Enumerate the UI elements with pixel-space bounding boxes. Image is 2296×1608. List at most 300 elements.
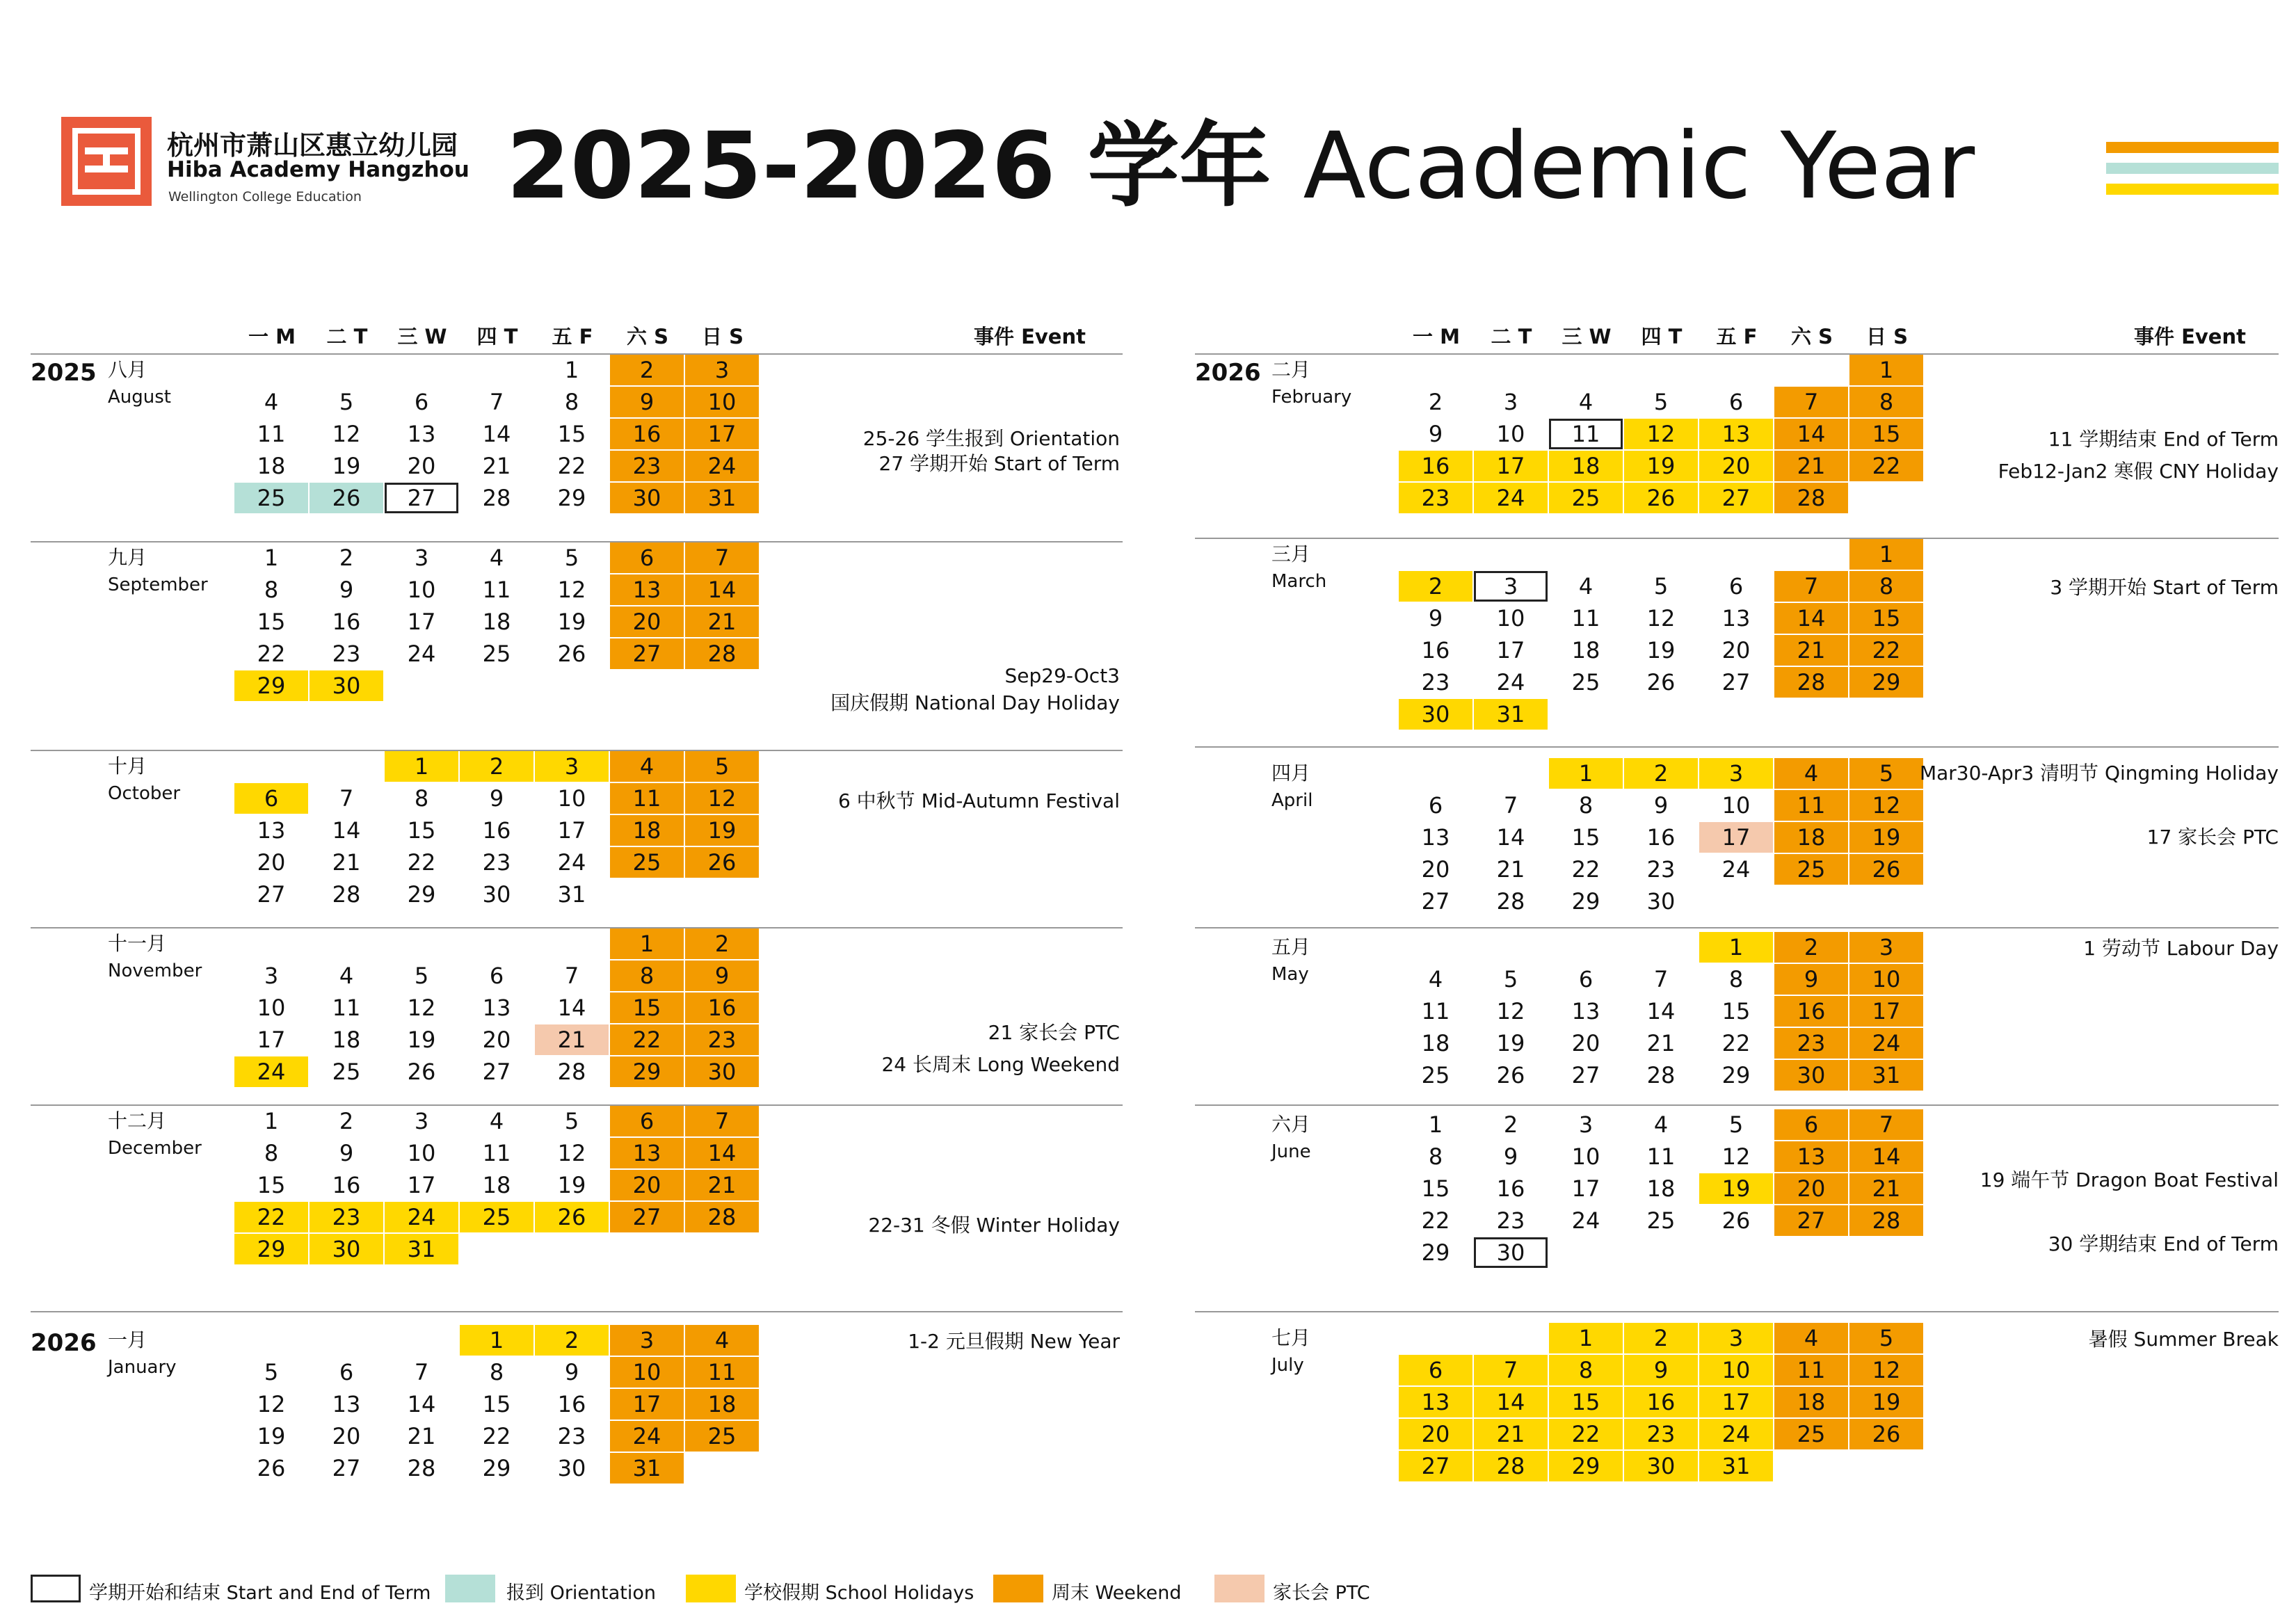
calendar-day: 12 [1646,605,1676,632]
calendar-day: 2 [1624,758,1698,789]
calendar-day: 20 [610,1170,684,1200]
calendar-day: 15 [257,1172,286,1198]
calendar-day: 10 [685,387,759,417]
calendar-day: 4 [489,1108,504,1134]
calendar-day: 13 [1571,998,1600,1024]
calendar-day: 10 [1849,964,1923,995]
calendar-day: 6 [234,783,308,814]
calendar-day: 24 [385,1202,458,1232]
calendar-day: 18 [610,815,684,846]
calendar-day: 28 [685,1202,759,1232]
stripe-yellow [2106,184,2279,195]
calendar-day: 28 [1646,1062,1676,1088]
calendar-day: 14 [407,1391,436,1417]
calendar-day: 23 [1774,1028,1848,1059]
calendar-day: 23 [1624,1419,1698,1449]
event-text: 17 家长会 PTC [2146,826,2279,849]
calendar-day: 22 [1571,856,1600,883]
month-name-en: December [108,1138,202,1159]
calendar-day: 18 [1571,637,1600,664]
calendar-day: 31 [1699,1451,1773,1481]
calendar-day: 13 [1699,419,1773,449]
calendar-day: 20 [482,1027,511,1053]
calendar-day: 25 [1571,669,1600,696]
calendar-day: 23 [557,1423,586,1449]
month-name-en: September [108,574,208,595]
calendar-day: 20 [1399,1419,1472,1449]
calendar-day: 28 [1849,1205,1923,1236]
calendar-day: 6 [339,1359,354,1385]
calendar-day: 1 [564,357,579,383]
calendar-day: 13 [610,1138,684,1168]
calendar-day: 25 [1549,483,1623,513]
calendar-day: 12 [1849,790,1923,821]
calendar-day: 22 [1849,451,1923,481]
calendar-day: 28 [1496,888,1525,915]
calendar-day: 27 [610,1202,684,1232]
calendar-day: 5 [1503,966,1518,992]
calendar-day: 15 [1571,824,1600,851]
calendar-day: 21 [685,606,759,637]
calendar-day: 18 [1774,822,1848,853]
calendar-day: 30 [610,483,684,513]
calendar-day: 21 [332,849,361,876]
calendar-day: 26 [257,1455,286,1481]
month-divider [1195,353,2279,355]
calendar-day: 22 [610,1024,684,1055]
calendar-day: 22 [557,453,586,479]
calendar-day: 1 [460,1325,533,1356]
calendar-day: 29 [234,1234,308,1264]
calendar-day: 12 [407,995,436,1021]
calendar-day: 19 [685,815,759,846]
legend-label-wkd: 周末 Weekend [1052,1582,1182,1604]
calendar-day: 9 [1428,605,1443,632]
calendar-day: 1 [385,751,458,782]
weekday-header: 日 S [1866,325,1908,348]
calendar-day: 17 [407,1172,436,1198]
calendar-day: 10 [557,785,586,812]
month-name-cn: 十月 [108,755,147,778]
calendar-day: 23 [332,641,361,667]
calendar-day: 28 [685,638,759,669]
calendar-day: 9 [1428,421,1443,447]
calendar-day: 11 [1421,998,1450,1024]
calendar-day: 15 [1549,1387,1623,1417]
calendar-day: 5 [339,389,354,415]
calendar-day: 29 [1421,1239,1450,1266]
calendar-day: 25 [234,483,308,513]
calendar-day: 6 [414,389,429,415]
calendar-day: 18 [332,1027,361,1053]
calendar-day: 30 [310,1234,383,1264]
calendar-day: 21 [1774,451,1848,481]
calendar-day: 17 [1849,996,1923,1027]
calendar-day: 23 [610,451,684,481]
calendar-day: 28 [1774,667,1848,698]
calendar-day: 2 [1428,389,1443,415]
weekday-header: 六 S [627,325,668,348]
calendar-day: 19 [257,1423,286,1449]
calendar-day: 16 [1421,637,1450,664]
calendar-day: 24 [1699,1419,1773,1449]
calendar-day: 13 [1421,824,1450,851]
calendar-day: 9 [1774,964,1848,995]
calendar-day: 8 [1549,1355,1623,1385]
event-text: 国庆假期 National Day Holiday [830,691,1120,714]
calendar-day: 15 [482,1391,511,1417]
calendar-day: 18 [482,1172,511,1198]
calendar-day: 7 [1774,387,1848,417]
calendar-day: 1 [1849,355,1923,385]
calendar-day: 22 [234,1202,308,1232]
weekday-header: 五 F [552,325,593,348]
calendar-day: 6 [1428,792,1443,819]
calendar-day: 16 [1646,824,1676,851]
calendar-day: 22 [1849,635,1923,666]
calendar-day: 8 [414,785,429,812]
calendar-day: 4 [1578,573,1593,600]
calendar-day: 29 [1549,1451,1623,1481]
calendar-day: 4 [1653,1111,1669,1138]
calendar-day: 27 [1421,888,1450,915]
calendar-day: 13 [482,995,511,1021]
calendar-day: 10 [1496,605,1525,632]
calendar-day: 20 [407,453,436,479]
calendar-day: 10 [257,995,286,1021]
calendar-day: 17 [1571,1175,1600,1202]
calendar-day: 16 [1496,1175,1525,1202]
calendar-day: 29 [557,485,586,511]
calendar-day: 2 [685,928,759,959]
calendar-day: 24 [1571,1207,1600,1234]
calendar-day: 19 [1849,822,1923,853]
calendar-day: 21 [535,1024,609,1055]
event-text: 暑假 Summer Break [2088,1328,2279,1351]
calendar-day: 2 [1399,571,1472,602]
calendar-day: 12 [1496,998,1525,1024]
calendar-day: 27 [1721,669,1751,696]
calendar-day: 3 [1699,1323,1773,1353]
calendar-day: 9 [1503,1143,1518,1170]
calendar-day: 8 [264,1140,279,1166]
legend-swatch-hol [686,1575,736,1602]
calendar-day: 27 [257,881,286,908]
calendar-day: 26 [1849,1419,1923,1449]
calendar-day: 3 [414,1108,429,1134]
calendar-day: 24 [610,1421,684,1452]
calendar-day: 8 [1849,571,1923,602]
month-name-en: October [108,783,181,804]
calendar-day: 5 [264,1359,279,1385]
calendar-day: 31 [1474,699,1548,730]
calendar-day: 2 [460,751,533,782]
calendar-day: 30 [685,1056,759,1087]
calendar-day: 29 [610,1056,684,1087]
calendar-day: 5 [685,751,759,782]
calendar-day: 11 [1774,1355,1848,1385]
calendar-day: 24 [557,849,586,876]
calendar-day: 15 [557,421,586,447]
calendar-day: 2 [339,545,354,571]
calendar-day: 24 [1496,669,1525,696]
calendar-day: 24 [234,1056,308,1087]
legend-swatch-ptc [1214,1575,1265,1602]
calendar-day: 3 [1503,389,1518,415]
calendar-day: 7 [1849,1109,1923,1140]
calendar-day: 4 [610,751,684,782]
calendar-day: 20 [1774,1173,1848,1204]
calendar-day: 3 [535,751,609,782]
calendar-day: 6 [489,963,504,989]
calendar-day: 10 [1496,421,1525,447]
calendar-day: 26 [1646,669,1676,696]
month-name-cn: 四月 [1271,762,1311,785]
calendar-day: 13 [1399,1387,1472,1417]
calendar-day: 19 [1699,1173,1773,1204]
calendar-day: 14 [1496,824,1525,851]
calendar-day: 18 [1549,451,1623,481]
calendar-day: 29 [234,670,308,701]
event-text: 21 家长会 PTC [988,1021,1120,1044]
calendar-day: 5 [1849,1323,1923,1353]
calendar-day: 7 [414,1359,429,1385]
calendar-day: 14 [1774,603,1848,634]
month-name-en: February [1271,387,1352,408]
calendar-day: 13 [407,421,436,447]
calendar-day: 12 [1849,1355,1923,1385]
calendar-day: 30 [1474,1237,1548,1268]
month-name-en: August [108,387,171,408]
calendar-day: 21 [1849,1173,1923,1204]
month-divider [1195,538,2279,539]
legend-label-ori: 报到 Orientation [506,1582,657,1604]
event-text: 22-31 冬假 Winter Holiday [868,1214,1120,1237]
calendar-day: 14 [332,817,361,844]
calendar-day: 10 [1571,1143,1600,1170]
calendar-day: 9 [564,1359,579,1385]
calendar-day: 18 [1646,1175,1676,1202]
stripe-mint [2106,163,2279,174]
calendar-day: 25 [460,1202,533,1232]
calendar-day: 1 [610,928,684,959]
calendar-day: 1 [264,545,279,571]
legend-swatch-wkd [993,1575,1043,1602]
calendar-day: 13 [332,1391,361,1417]
weekday-header: 三 W [1562,325,1612,348]
calendar-day: 15 [257,609,286,635]
legend-swatch-ori [445,1575,495,1602]
calendar-day: 20 [1721,637,1751,664]
calendar-day: 25 [332,1059,361,1085]
calendar-day: 3 [1699,758,1773,789]
calendar-day: 16 [1774,996,1848,1027]
calendar-day: 2 [535,1325,609,1356]
month-name-cn: 九月 [108,546,147,569]
month-name-en: March [1271,571,1327,592]
calendar-day: 14 [1774,419,1848,449]
calendar-day: 27 [385,483,458,513]
calendar-day: 2 [610,355,684,385]
calendar-day: 20 [1699,451,1773,481]
calendar-day: 22 [482,1423,511,1449]
calendar-day: 29 [1571,888,1600,915]
calendar-day: 23 [1496,1207,1525,1234]
calendar-day: 28 [1774,483,1848,513]
event-column-header: 事件 Event [2134,325,2246,348]
calendar-day: 21 [1474,1419,1548,1449]
calendar-day: 21 [1774,635,1848,666]
month-name-cn: 三月 [1271,542,1311,565]
month-name-cn: 十二月 [108,1109,167,1132]
calendar-day: 4 [1578,389,1593,415]
calendar-day: 11 [1549,419,1623,449]
weekday-header: 二 T [326,325,368,348]
calendar-day: 11 [610,783,684,814]
calendar-day: 1 [264,1108,279,1134]
calendar-day: 17 [685,419,759,449]
legend-label-hol: 学校假期 School Holidays [744,1582,974,1604]
calendar-day: 25 [482,641,511,667]
month-name-en: June [1271,1141,1311,1162]
calendar-day: 25 [1421,1062,1450,1088]
calendar-day: 4 [489,545,504,571]
calendar-day: 17 [1496,637,1525,664]
calendar-day: 16 [1624,1387,1698,1417]
calendar-day: 27 [1399,1451,1472,1481]
calendar-day: 26 [1496,1062,1525,1088]
calendar-day: 30 [1646,888,1676,915]
calendar-day: 20 [257,849,286,876]
calendar-day: 5 [1653,389,1669,415]
calendar-day: 17 [1699,1387,1773,1417]
page-title [506,114,1975,218]
month-name-cn: 八月 [108,358,147,381]
school-name-en: Hiba Academy Hangzhou [167,157,469,182]
legend-label-term: 学期开始和结束 Start and End of Term [89,1582,431,1604]
calendar-day: 5 [564,1108,579,1134]
calendar-day: 29 [482,1455,511,1481]
calendar-day: 17 [610,1389,684,1420]
calendar-day: 31 [385,1234,458,1264]
calendar-day: 20 [332,1423,361,1449]
calendar-day: 14 [685,1138,759,1168]
calendar-day: 26 [310,483,383,513]
calendar-day: 20 [610,606,684,637]
calendar-day: 13 [610,574,684,605]
calendar-day: 30 [1624,1451,1698,1481]
calendar-day: 3 [1849,932,1923,963]
calendar-day: 8 [1849,387,1923,417]
calendar-day: 15 [610,992,684,1023]
calendar-day: 12 [257,1391,286,1417]
calendar-day: 15 [1721,998,1751,1024]
calendar-day: 22 [1421,1207,1450,1234]
calendar-day: 22 [407,849,436,876]
calendar-day: 25 [685,1421,759,1452]
calendar-day: 13 [257,817,286,844]
event-text: 1 劳动节 Labour Day [2083,937,2279,960]
calendar-day: 14 [685,574,759,605]
event-text: Feb12-Jan2 寒假 CNY Holiday [1998,460,2279,483]
calendar-day: 7 [1653,966,1669,992]
month-name-cn: 七月 [1271,1326,1311,1349]
calendar-day: 30 [310,670,383,701]
month-divider [1195,1104,2279,1106]
calendar-day: 30 [557,1455,586,1481]
calendar-day: 12 [557,577,586,603]
event-text: 25-26 学生报到 Orientation [862,427,1120,450]
calendar-day: 26 [557,641,586,667]
calendar-day: 9 [339,577,354,603]
calendar-day: 8 [564,389,579,415]
event-text: 3 学期开始 Start of Term [2050,576,2279,599]
calendar-day: 29 [1849,667,1923,698]
calendar-day: 4 [1774,1323,1848,1353]
calendar-day: 21 [1646,1030,1676,1056]
calendar-day: 7 [1503,792,1518,819]
calendar-day: 31 [557,881,586,908]
calendar-day: 17 [407,609,436,635]
calendar-day: 17 [257,1027,286,1053]
calendar-day: 19 [1849,1387,1923,1417]
calendar-day: 6 [1774,1109,1848,1140]
calendar-day: 12 [557,1140,586,1166]
calendar-day: 2 [339,1108,354,1134]
calendar-day: 26 [1624,483,1698,513]
weekday-header: 一 M [1413,325,1460,348]
month-name-cn: 二月 [1271,358,1311,381]
calendar-day: 27 [1699,483,1773,513]
calendar-day: 6 [610,542,684,573]
calendar-day: 12 [685,783,759,814]
year-label: 2026 [31,1329,97,1357]
calendar-day: 14 [1849,1141,1923,1172]
calendar-day: 10 [407,1140,436,1166]
calendar-day: 8 [489,1359,504,1385]
school-logo-icon [61,117,152,206]
calendar-day: 1 [1699,932,1773,963]
calendar-day: 28 [332,881,361,908]
calendar-day: 26 [535,1202,609,1232]
month-name-en: April [1271,790,1313,811]
month-divider [1195,1311,2279,1312]
event-text: Mar30-Apr3 清明节 Qingming Holiday [1919,762,2279,785]
weekday-header: 六 S [1791,325,1833,348]
calendar-day: 19 [557,609,586,635]
calendar-day: 23 [1399,483,1472,513]
calendar-day: 7 [685,542,759,573]
calendar-day: 1 [1549,758,1623,789]
weekday-header: 二 T [1491,325,1532,348]
calendar-day: 16 [332,609,361,635]
calendar-day: 12 [1624,419,1698,449]
stripe-orange [2106,142,2279,153]
calendar-day: 18 [1774,1387,1848,1417]
month-name-cn: 一月 [108,1328,147,1351]
calendar-day: 8 [1578,792,1593,819]
calendar-day: 23 [685,1024,759,1055]
school-subtitle: Wellington College Education [168,189,362,204]
year-label: 2026 [1195,359,1261,387]
calendar-day: 25 [1646,1207,1676,1234]
calendar-day: 15 [1849,603,1923,634]
calendar-day: 16 [610,419,684,449]
calendar-day: 11 [1774,790,1848,821]
calendar-day: 4 [1428,966,1443,992]
calendar-day: 27 [332,1455,361,1481]
calendar-day: 16 [1399,451,1472,481]
